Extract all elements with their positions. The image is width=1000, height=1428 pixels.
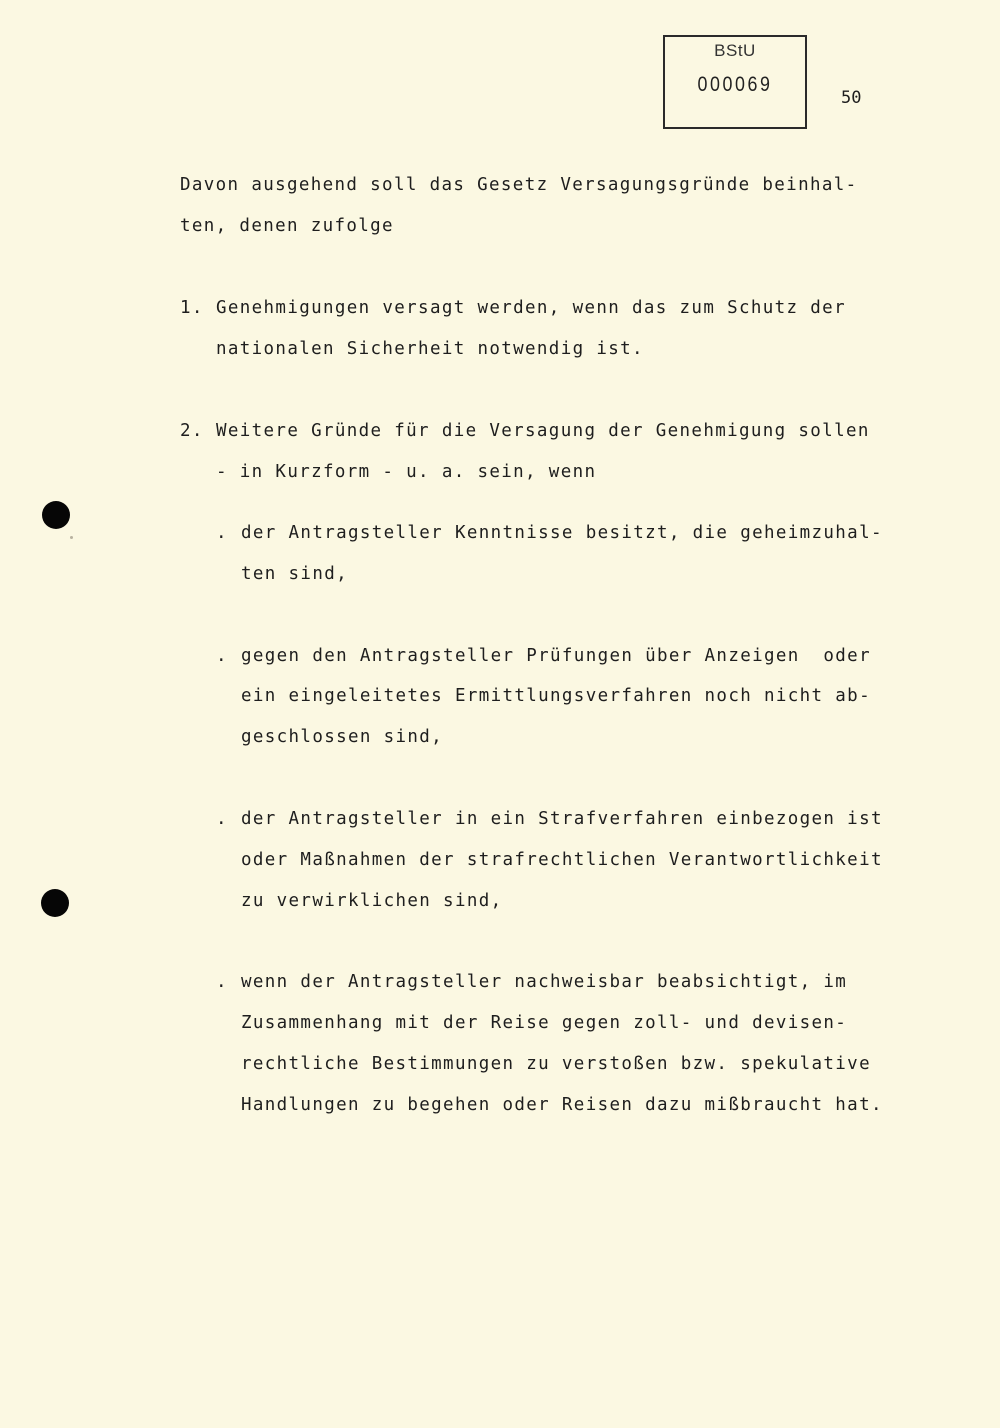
stamp-title: BStU [714, 41, 756, 60]
intro-line: ten, denen zufolge [180, 216, 394, 236]
bullet-line: ein eingeleitetes Ermittlungsverfahren noch nicht ab- [241, 686, 871, 706]
bullet-line: Zusammenhang mit der Reise gegen zoll- und devisen- [241, 1013, 848, 1033]
archive-stamp [663, 35, 807, 129]
item-line: Weitere Gründe für die Versagung der Genehmigung sollen [216, 421, 870, 441]
page-number: 50 [841, 88, 862, 108]
bullet-line: gegen den Antragsteller Prüfungen über Anzeigen oder [241, 646, 871, 666]
punch-hole-icon [41, 889, 69, 917]
intro-line: Davon ausgehend soll das Gesetz Versagungsgründe beinhal- [180, 175, 858, 195]
item-line: nationalen Sicherheit notwendig ist. [216, 339, 644, 359]
punch-hole-icon [42, 501, 70, 529]
bullet-line: geschlossen sind, [241, 727, 444, 747]
item-marker: 2. [180, 421, 204, 441]
item-line: - in Kurzform - u. a. sein, wenn [216, 462, 597, 482]
item-marker: 1. [180, 298, 204, 318]
bullet-line: der Antragsteller in ein Strafverfahren einbezogen ist [241, 809, 883, 829]
item-line: Genehmigungen versagt werden, wenn das zum Schutz der [216, 298, 846, 318]
bullet-line: zu verwirklichen sind, [241, 891, 503, 911]
bullet-marker: . [216, 523, 228, 543]
bullet-line: rechtliche Bestimmungen zu verstoßen bzw. spekulative [241, 1054, 871, 1074]
bullet-line: ten sind, [241, 564, 348, 584]
bullet-line: der Antragsteller Kenntnisse besitzt, die geheimzuhal- [241, 523, 883, 543]
bullet-line: wenn der Antragsteller nachweisbar beabsichtigt, im [241, 972, 848, 992]
bullet-marker: . [216, 809, 228, 829]
bullet-line: oder Maßnahmen der strafrechtlichen Verantwortlichkeit [241, 850, 883, 870]
bullet-marker: . [216, 972, 228, 992]
bullet-line: Handlungen zu begehen oder Reisen dazu mißbraucht hat. [241, 1095, 883, 1115]
paper-speck [70, 536, 73, 539]
bullet-marker: . [216, 646, 228, 666]
stamp-number: 000069 [697, 73, 773, 96]
